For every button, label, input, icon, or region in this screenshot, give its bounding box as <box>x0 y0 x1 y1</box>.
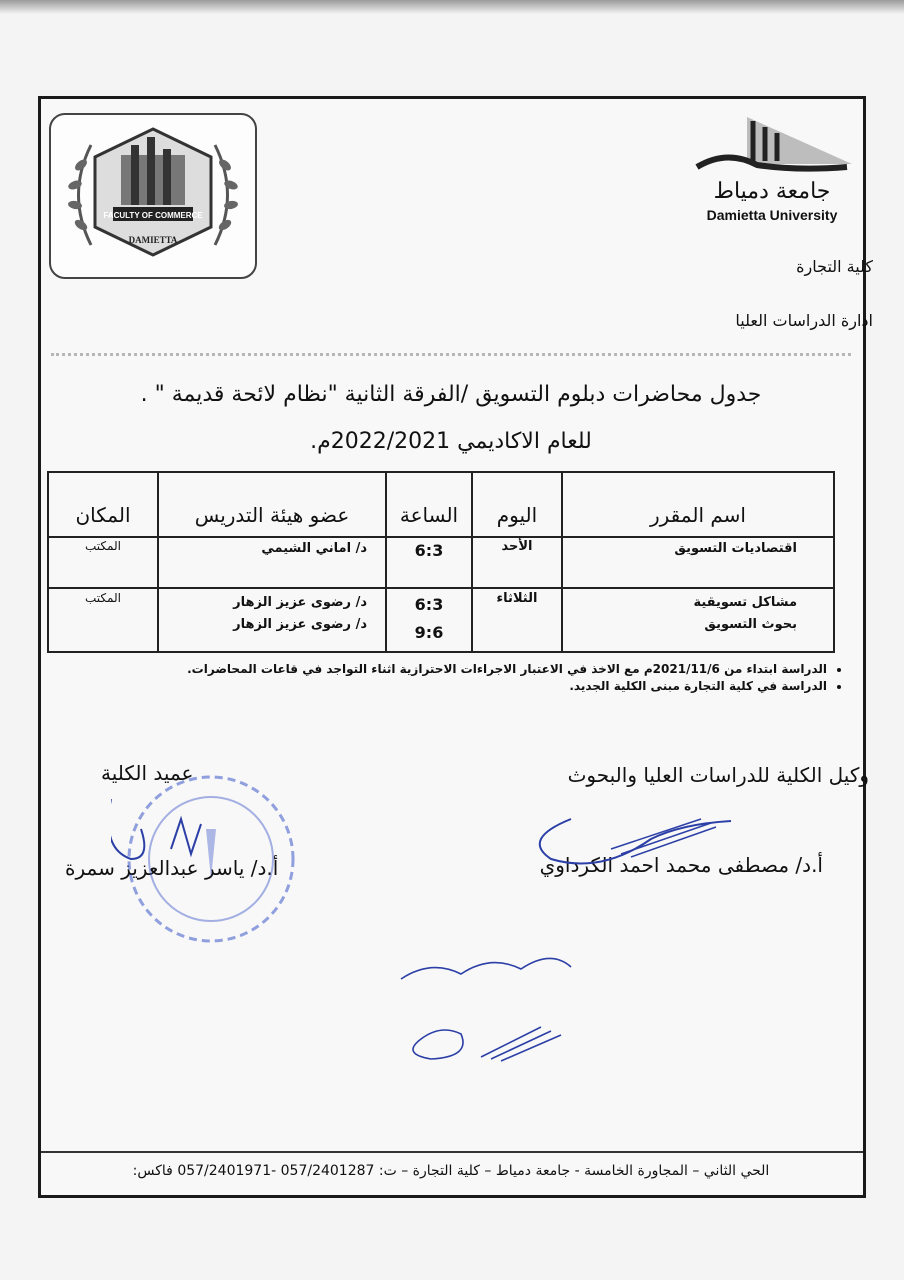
row1-time: 6:3 <box>414 541 444 560</box>
note-item: • الدراسة ابتداء من 2021/11/6م مع الاخذ في الاعتبار الاجراءات الاحترازية اثناء التواجد في قاعات المحاضرات. <box>151 662 827 676</box>
university-logo <box>687 109 857 223</box>
university-name-en: Damietta University <box>706 207 838 223</box>
row2-time-1: 6:3 <box>414 595 444 614</box>
notes-list <box>151 662 863 693</box>
header-instructor: عضو هيئة التدريس <box>194 503 350 527</box>
header-divider <box>51 353 851 356</box>
row2-instructor-2: د/ رضوى عزيز الزهار <box>233 617 367 632</box>
row2-place: المكتب <box>85 591 121 605</box>
official-stamp <box>111 759 311 959</box>
vice-dean-name: أ.د/ مصطفى محمد احمد الكرداوي <box>539 853 823 877</box>
faculty-emblem <box>49 113 257 279</box>
row1-instructor: د/ اماني الشيمي <box>261 541 367 556</box>
row2-time-2: 9:6 <box>414 623 444 642</box>
notes <box>151 659 863 696</box>
academic-year: للعام الاكاديمي 2022/2021م. <box>310 429 592 454</box>
document-frame <box>38 96 873 1198</box>
header-place: المكان <box>75 503 131 527</box>
row2-course-2: بحوث التسويق <box>704 617 797 632</box>
header-course: اسم المقرر <box>649 503 746 527</box>
header-day: اليوم <box>496 503 538 527</box>
table-border-bottom <box>47 651 835 653</box>
vice-dean-signature <box>511 799 741 879</box>
table-border-top <box>47 471 835 473</box>
table-col-divider <box>157 471 159 653</box>
document-title: جدول محاضرات دبلوم التسويق /الفرقة الثانية "نظام لائحة قديمة " . <box>140 382 762 407</box>
footer-divider <box>41 1151 863 1153</box>
dean-title: عميد الكلية <box>101 761 194 785</box>
university-name-ar: جامعة دمياط <box>713 179 831 204</box>
university-logo-mark <box>687 109 857 179</box>
scan-shadow <box>0 0 904 14</box>
row2-instructor-1: د/ رضوى عزيز الزهار <box>233 595 367 610</box>
faculty-name: كلية التجارة <box>796 257 873 276</box>
row1-course: اقتصاديات التسويق <box>674 541 797 556</box>
table-col-divider <box>471 471 473 653</box>
table-col-divider <box>561 471 563 653</box>
table-col-divider <box>833 471 835 653</box>
table-col-divider <box>47 471 49 653</box>
note-item: • الدراسة في كلية التجارة مبنى الكلية الجديد. <box>151 679 827 693</box>
vice-dean-title: وكيل الكلية للدراسات العليا والبحوث <box>567 763 869 787</box>
dean-name: أ.د/ ياسر عبدالعزيز سمرة <box>65 856 279 880</box>
table-header-divider <box>47 536 835 538</box>
emblem-text-1: FACULTY OF COMMERCE <box>103 211 203 220</box>
row1-day: الأحد <box>501 539 533 554</box>
department-name: ادارة الدراسات العليا <box>735 311 873 330</box>
row2-day: الثلاثاء <box>496 591 538 606</box>
schedule-table <box>47 471 835 653</box>
handwritten-note <box>391 939 591 1069</box>
emblem-graphic <box>51 115 255 277</box>
header-time: الساعة <box>399 503 459 527</box>
emblem-text-2: DAMIETTA <box>128 235 178 245</box>
row2-course-1: مشاكل تسويقية <box>693 595 797 610</box>
footer-address: الحي الثاني – المجاورة الخامسة - جامعة دمياط – كلية التجارة – ت: 057/2401287 -057/2401971 فاكس: <box>132 1163 770 1179</box>
row1-place: المكتب <box>85 539 121 553</box>
table-row-divider <box>47 587 835 589</box>
